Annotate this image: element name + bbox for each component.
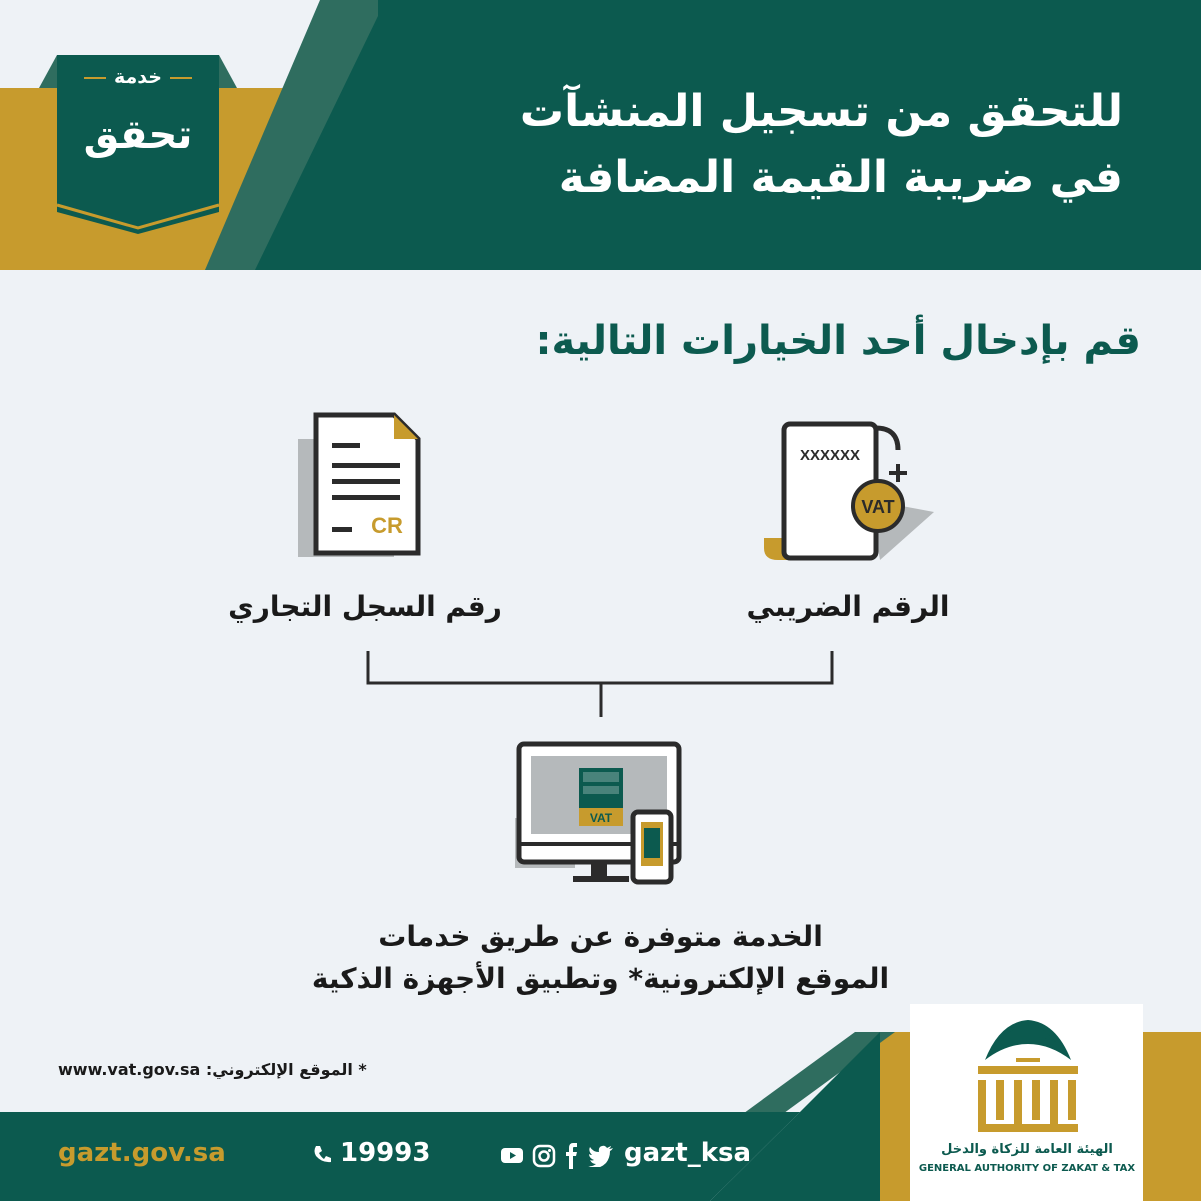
- website-footnote: * الموقع الإلكتروني: www.vat.gov.sa: [58, 1060, 367, 1079]
- options-connector: [360, 645, 840, 720]
- badge-service-label: خدمة: [57, 66, 219, 88]
- badge-service-name: تحقق: [83, 112, 193, 158]
- vat-number-document-icon: [760, 420, 940, 570]
- vat-badge-text: VAT: [861, 497, 895, 517]
- devices-icon: [505, 738, 695, 888]
- instruction-heading: قم بإدخال أحد الخيارات التالية:: [535, 318, 1141, 364]
- footer-social-handle[interactable]: gazt_ksa: [624, 1138, 752, 1168]
- vat-number-placeholder: XXXXXX: [799, 447, 861, 464]
- service-availability-line1: الخدمة متوفرة عن طريق خدمات: [378, 920, 823, 953]
- phone-icon: [312, 1144, 332, 1164]
- service-availability-line2: الموقع الإلكترونية* وتطبيق الأجهزة الذكية: [311, 962, 890, 995]
- facebook-icon[interactable]: [564, 1143, 580, 1169]
- cr-badge-text: CR: [371, 513, 403, 538]
- instagram-icon[interactable]: [532, 1144, 556, 1168]
- authority-name-arabic: الهيئة العامة للزكاة والدخل: [941, 1142, 1113, 1157]
- twitter-icon[interactable]: [588, 1145, 614, 1167]
- commercial-register-document-icon: [290, 405, 430, 565]
- option-label-cr-number: رقم السجل التجاري: [228, 590, 502, 623]
- page-title-line1: للتحقق من تسجيل المنشآت: [519, 86, 1123, 137]
- authority-name-english: GENERAL AUTHORITY OF ZAKAT & TAX: [918, 1163, 1136, 1174]
- footer-phone-number[interactable]: 19993: [340, 1138, 431, 1168]
- svg-text:VAT: VAT: [589, 811, 613, 825]
- youtube-icon[interactable]: [500, 1145, 524, 1165]
- page-title-line2: في ضريبة القيمة المضافة: [558, 152, 1123, 203]
- footer-website-link[interactable]: gazt.gov.sa: [58, 1138, 226, 1168]
- option-label-vat-number: الرقم الضريبي: [746, 590, 950, 623]
